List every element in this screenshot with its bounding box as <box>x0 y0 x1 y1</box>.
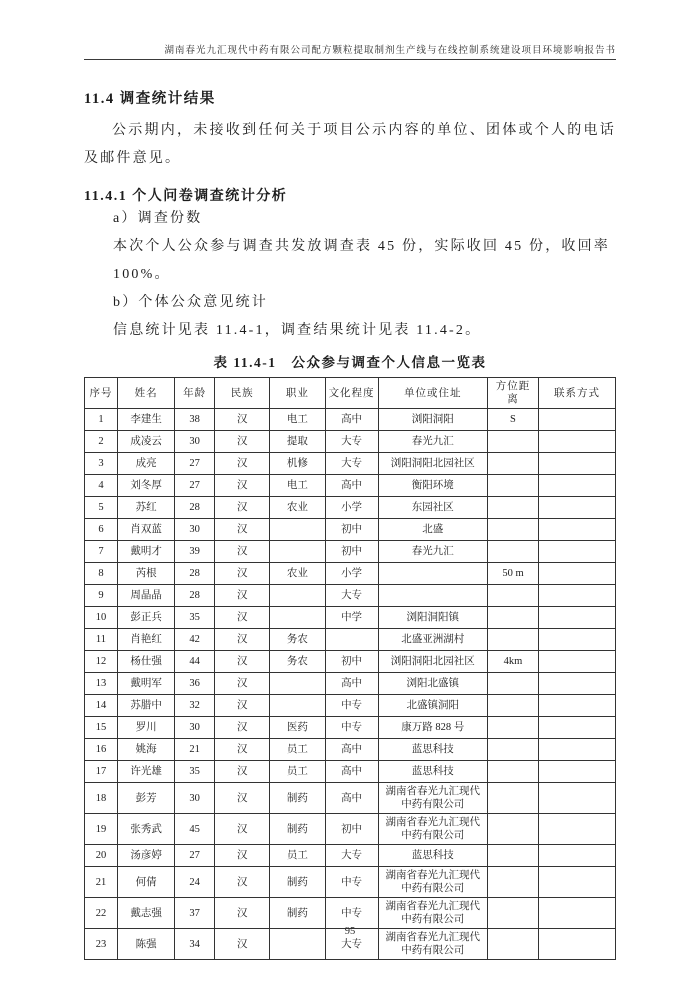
table-header-cell: 民族 <box>215 378 270 409</box>
table-row <box>85 845 616 867</box>
table-cell: 初中 <box>325 519 378 541</box>
table-cell: 芮根 <box>117 563 174 585</box>
table-cell <box>538 673 615 695</box>
table-title: 表 11.4-1 公众参与调查个人信息一览表 <box>213 355 487 370</box>
table-cell: 大专 <box>325 845 378 867</box>
table-row <box>85 739 616 761</box>
table-cell <box>538 475 615 497</box>
table-cell: 27 <box>175 453 215 475</box>
item-b-text: 信息统计见表 11.4-1，调查结果统计见表 11.4-2。 <box>113 323 482 338</box>
table-cell: 张秀武 <box>117 814 174 845</box>
table-cell <box>538 814 615 845</box>
table-cell <box>270 519 325 541</box>
running-header: 湖南春光九汇现代中药有限公司配方颗粒提取制剂生产线与在线控制系统建设项目环境影响报告书 <box>164 46 616 56</box>
table-cell: 汉 <box>215 541 270 563</box>
table-cell: 14 <box>85 695 118 717</box>
table-cell <box>487 431 538 453</box>
page-number: 95 <box>344 926 356 937</box>
table-cell: 苏红 <box>117 497 174 519</box>
table-cell: 北盛镇洞阳 <box>378 695 487 717</box>
table-cell: 湖南省春光九汇现代中药有限公司 <box>378 814 487 845</box>
table-cell <box>270 585 325 607</box>
table-cell: 初中 <box>325 814 378 845</box>
table-row <box>85 541 616 563</box>
table-cell: 汉 <box>215 867 270 898</box>
table-cell <box>487 814 538 845</box>
table-cell: 4km <box>487 651 538 673</box>
table-cell <box>487 585 538 607</box>
table-header-cell: 职业 <box>270 378 325 409</box>
table-cell: 初中 <box>325 541 378 563</box>
table-cell: 制药 <box>270 783 325 814</box>
table-row <box>85 673 616 695</box>
table-cell: 高中 <box>325 783 378 814</box>
table-cell: 28 <box>175 563 215 585</box>
table-cell <box>487 519 538 541</box>
table-cell: 15 <box>85 717 118 739</box>
table-cell <box>538 629 615 651</box>
table-cell: 农业 <box>270 563 325 585</box>
table-cell: 汉 <box>215 431 270 453</box>
table-cell: 杨仕强 <box>117 651 174 673</box>
table-cell: 汉 <box>215 783 270 814</box>
table-cell: 员工 <box>270 761 325 783</box>
table-cell: 中学 <box>325 607 378 629</box>
table-cell <box>487 717 538 739</box>
table-cell: 28 <box>175 497 215 519</box>
table-cell: 衡阳环境 <box>378 475 487 497</box>
table-cell <box>487 541 538 563</box>
table-cell: 汉 <box>215 453 270 475</box>
table-cell: 东园社区 <box>378 497 487 519</box>
survey-table <box>84 377 616 960</box>
table-cell: 机修 <box>270 453 325 475</box>
table-cell: 员工 <box>270 739 325 761</box>
table-cell: 汉 <box>215 585 270 607</box>
table-cell: 汉 <box>215 673 270 695</box>
table-cell <box>538 845 615 867</box>
table-cell: 医药 <box>270 717 325 739</box>
table-cell: 42 <box>175 629 215 651</box>
table-cell: 22 <box>85 898 118 929</box>
table-row <box>85 867 616 898</box>
table-row <box>85 497 616 519</box>
table-header-cell: 联系方式 <box>538 378 615 409</box>
table-cell <box>487 453 538 475</box>
item-a-text: 本次个人公众参与调查共发放调查表 45 份，实际收回 45 份，收回率 100%。 <box>113 239 610 282</box>
table-cell: 30 <box>175 783 215 814</box>
table-header-cell: 方位距离 <box>487 378 538 409</box>
table-cell: 肖双蓝 <box>117 519 174 541</box>
table-row <box>85 585 616 607</box>
table-row <box>85 783 616 814</box>
table-cell: 小学 <box>325 497 378 519</box>
table-cell: 北盛亚洲湖村 <box>378 629 487 651</box>
table-cell: 汉 <box>215 409 270 431</box>
table-cell: 39 <box>175 541 215 563</box>
table-cell <box>487 497 538 519</box>
table-cell: 何倩 <box>117 867 174 898</box>
table-cell <box>538 409 615 431</box>
table-cell: 17 <box>85 761 118 783</box>
table-cell: 浏阳洞阳 <box>378 409 487 431</box>
table-cell: 李建生 <box>117 409 174 431</box>
table-cell <box>270 695 325 717</box>
table-cell: 春光九汇 <box>378 541 487 563</box>
table-cell: 6 <box>85 519 118 541</box>
table-cell: 中专 <box>325 867 378 898</box>
table-cell: 高中 <box>325 409 378 431</box>
table-cell: 汉 <box>215 898 270 929</box>
table-cell: 5 <box>85 497 118 519</box>
table-cell: 38 <box>175 409 215 431</box>
table-cell <box>538 563 615 585</box>
table-cell: 9 <box>85 585 118 607</box>
table-cell: 电工 <box>270 475 325 497</box>
table-cell: 北盛 <box>378 519 487 541</box>
table-cell: 浏阳洞阳镇 <box>378 607 487 629</box>
table-cell <box>487 695 538 717</box>
table-cell: 44 <box>175 651 215 673</box>
table-cell: 汉 <box>215 739 270 761</box>
table-row <box>85 651 616 673</box>
table-cell: 24 <box>175 867 215 898</box>
table-cell: 30 <box>175 431 215 453</box>
table-cell: 中专 <box>325 898 378 929</box>
table-cell <box>487 761 538 783</box>
table-cell: 27 <box>175 845 215 867</box>
table-cell <box>538 761 615 783</box>
table-cell: 制药 <box>270 814 325 845</box>
table-cell: 农业 <box>270 497 325 519</box>
table-cell: 3 <box>85 453 118 475</box>
table-cell: 45 <box>175 814 215 845</box>
table-row <box>85 453 616 475</box>
table-cell: 小学 <box>325 563 378 585</box>
section-heading-11-4: 11.4 调查统计结果 <box>84 91 216 107</box>
table-cell <box>487 783 538 814</box>
table-cell: 大专 <box>325 585 378 607</box>
table-cell: 13 <box>85 673 118 695</box>
table-cell: 11 <box>85 629 118 651</box>
item-b-label: b）个体公众意见统计 <box>113 295 268 310</box>
table-cell <box>270 541 325 563</box>
table-cell: 蓝思科技 <box>378 845 487 867</box>
table-cell <box>538 519 615 541</box>
table-cell: 戴明才 <box>117 541 174 563</box>
item-a-label: a）调查份数 <box>113 211 203 226</box>
table-cell: 汉 <box>215 814 270 845</box>
table-cell: 大专 <box>325 431 378 453</box>
table-cell <box>538 541 615 563</box>
table-cell: 肖艳红 <box>117 629 174 651</box>
table-cell <box>487 867 538 898</box>
table-cell: 浏阳洞阳北园社区 <box>378 453 487 475</box>
content-area <box>84 0 616 960</box>
table-cell <box>538 651 615 673</box>
table-cell: 湖南省春光九汇现代中药有限公司 <box>378 867 487 898</box>
table-cell <box>378 585 487 607</box>
table-cell: 2 <box>85 431 118 453</box>
table-cell: 陈强 <box>117 929 174 960</box>
table-cell: 汉 <box>215 651 270 673</box>
table-cell: 汉 <box>215 695 270 717</box>
table-cell <box>487 629 538 651</box>
table-cell: 湖南省春光九汇现代中药有限公司 <box>378 929 487 960</box>
table-cell: 28 <box>175 585 215 607</box>
table-cell <box>538 867 615 898</box>
section-11-4-paragraph: 公示期内，未接收到任何关于项目公示内容的单位、团体或个人的电话及邮件意见。 <box>84 123 616 166</box>
table-cell: 戴志强 <box>117 898 174 929</box>
table-cell: 16 <box>85 739 118 761</box>
table-cell <box>538 898 615 929</box>
table-cell: 汉 <box>215 629 270 651</box>
table-cell <box>538 783 615 814</box>
table-cell: 康万路 828 号 <box>378 717 487 739</box>
table-cell: 姚海 <box>117 739 174 761</box>
table-cell: 19 <box>85 814 118 845</box>
table-cell: 苏腊中 <box>117 695 174 717</box>
table-cell: 21 <box>175 739 215 761</box>
table-cell: 27 <box>175 475 215 497</box>
table-cell: 蓝思科技 <box>378 739 487 761</box>
table-cell <box>487 475 538 497</box>
table-cell: 汉 <box>215 717 270 739</box>
header-rule <box>84 59 616 60</box>
table-row <box>85 607 616 629</box>
table-cell: 初中 <box>325 651 378 673</box>
table-cell <box>538 695 615 717</box>
table-row <box>85 409 616 431</box>
table-cell: 汉 <box>215 845 270 867</box>
table-row <box>85 761 616 783</box>
table-header-row <box>85 378 616 409</box>
table-cell: 春光九汇 <box>378 431 487 453</box>
table-cell <box>487 845 538 867</box>
table-cell: 20 <box>85 845 118 867</box>
table-cell: 1 <box>85 409 118 431</box>
table-cell: 高中 <box>325 673 378 695</box>
table-cell: 汉 <box>215 563 270 585</box>
table-cell: 高中 <box>325 475 378 497</box>
table-row <box>85 563 616 585</box>
table-header-cell: 姓名 <box>117 378 174 409</box>
table-cell <box>538 607 615 629</box>
table-cell: 汉 <box>215 929 270 960</box>
table-cell: 彭芳 <box>117 783 174 814</box>
table-cell: 10 <box>85 607 118 629</box>
table-cell: 电工 <box>270 409 325 431</box>
table-cell <box>487 673 538 695</box>
table-cell <box>487 898 538 929</box>
table-cell: 成凌云 <box>117 431 174 453</box>
table-cell: 务农 <box>270 651 325 673</box>
table-cell <box>538 453 615 475</box>
table-row <box>85 629 616 651</box>
table-cell: 员工 <box>270 845 325 867</box>
table-header-cell: 单位或住址 <box>378 378 487 409</box>
table-cell <box>538 717 615 739</box>
table-cell <box>325 629 378 651</box>
table-cell: 18 <box>85 783 118 814</box>
table-cell: 21 <box>85 867 118 898</box>
table-header-cell: 年龄 <box>175 378 215 409</box>
table-row <box>85 814 616 845</box>
table-row <box>85 717 616 739</box>
table-cell <box>538 739 615 761</box>
table-cell: 蓝思科技 <box>378 761 487 783</box>
table-cell: 成亮 <box>117 453 174 475</box>
table-cell: 36 <box>175 673 215 695</box>
table-cell <box>378 563 487 585</box>
table-row <box>85 431 616 453</box>
table-row <box>85 475 616 497</box>
table-cell: 汉 <box>215 497 270 519</box>
table-cell: 汉 <box>215 761 270 783</box>
table-cell: 浏阳洞阳北园社区 <box>378 651 487 673</box>
table-cell: 7 <box>85 541 118 563</box>
table-cell: 中专 <box>325 717 378 739</box>
table-cell: 提取 <box>270 431 325 453</box>
table-cell <box>538 585 615 607</box>
table-cell: 30 <box>175 519 215 541</box>
table-cell: 32 <box>175 695 215 717</box>
table-cell: 30 <box>175 717 215 739</box>
table-cell: 8 <box>85 563 118 585</box>
table-cell: 汉 <box>215 475 270 497</box>
table-cell: 许光雄 <box>117 761 174 783</box>
table-cell: 汤彦婷 <box>117 845 174 867</box>
table-cell: 汉 <box>215 607 270 629</box>
table-header-cell: 文化程度 <box>325 378 378 409</box>
table-cell <box>538 497 615 519</box>
table-cell: 大专 <box>325 453 378 475</box>
table-cell: 戴明军 <box>117 673 174 695</box>
table-cell: 23 <box>85 929 118 960</box>
table-cell <box>487 607 538 629</box>
table-cell: S <box>487 409 538 431</box>
table-cell: 罗川 <box>117 717 174 739</box>
table-cell: 35 <box>175 607 215 629</box>
table-cell <box>270 607 325 629</box>
table-cell <box>538 431 615 453</box>
table-cell: 50 m <box>487 563 538 585</box>
table-cell: 汉 <box>215 519 270 541</box>
table-cell: 周晶晶 <box>117 585 174 607</box>
table-cell: 12 <box>85 651 118 673</box>
table-cell: 高中 <box>325 739 378 761</box>
table-cell: 彭正兵 <box>117 607 174 629</box>
table-row <box>85 898 616 929</box>
table-cell: 刘冬厚 <box>117 475 174 497</box>
table-cell: 务农 <box>270 629 325 651</box>
table-cell <box>270 673 325 695</box>
table-cell: 制药 <box>270 867 325 898</box>
table-cell: 制药 <box>270 898 325 929</box>
table-header-cell: 序号 <box>85 378 118 409</box>
table-cell: 湖南省春光九汇现代中药有限公司 <box>378 783 487 814</box>
table-cell: 大专 <box>325 929 378 960</box>
table-cell: 浏阳北盛镇 <box>378 673 487 695</box>
section-heading-11-4-1: 11.4.1 个人问卷调查统计分析 <box>84 189 288 204</box>
table-row <box>85 695 616 717</box>
table-cell: 湖南省春光九汇现代中药有限公司 <box>378 898 487 929</box>
table-cell: 4 <box>85 475 118 497</box>
table-cell: 35 <box>175 761 215 783</box>
table-cell: 34 <box>175 929 215 960</box>
table-cell: 中专 <box>325 695 378 717</box>
table-row <box>85 519 616 541</box>
table-cell <box>487 739 538 761</box>
table-cell: 37 <box>175 898 215 929</box>
table-cell: 高中 <box>325 761 378 783</box>
